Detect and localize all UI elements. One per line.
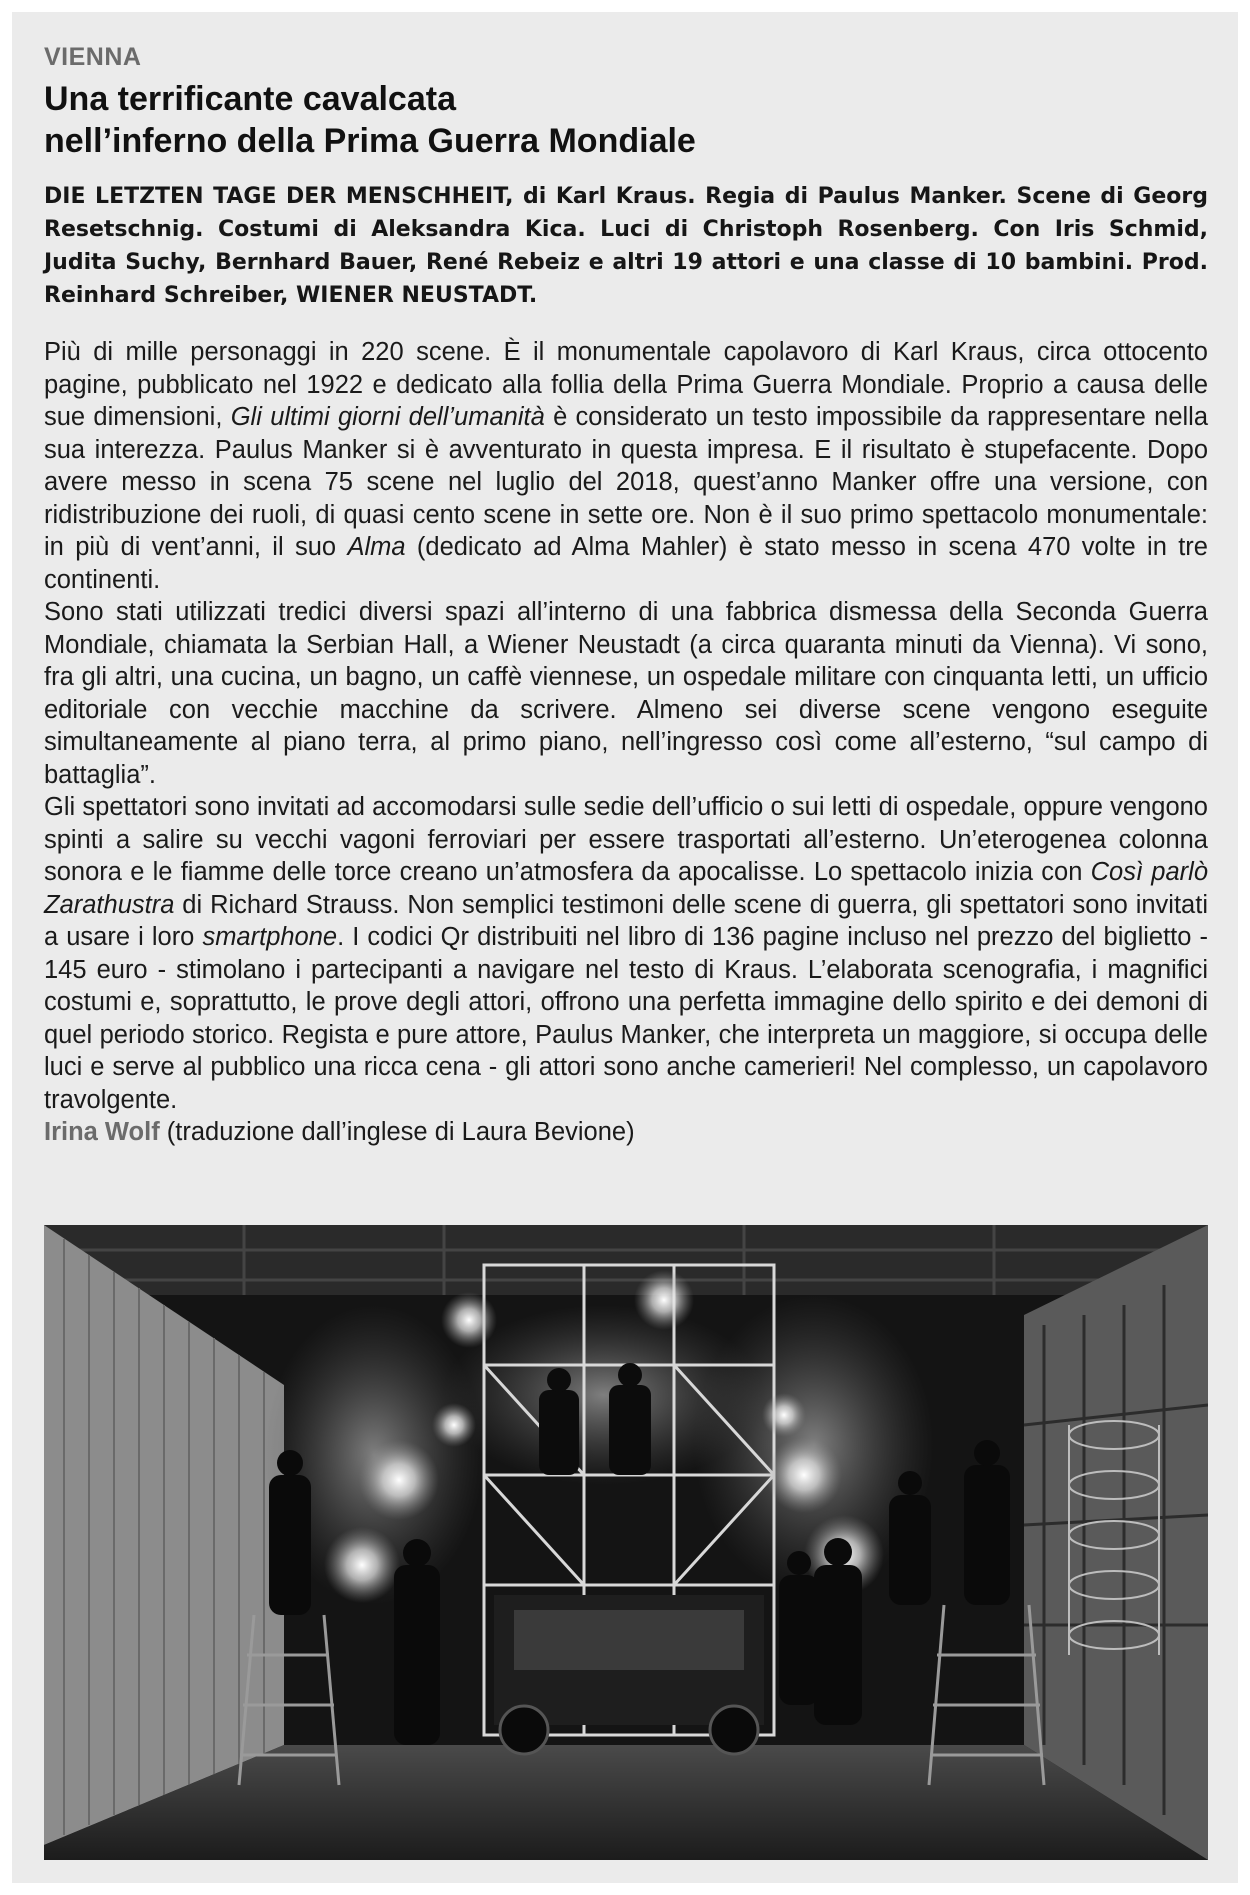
production-credits bbox=[44, 180, 1208, 312]
paragraph-2: Sono stati utilizzati tredici diversi spazi all’interno di una fabbrica dismessa della Seconda Guerra Mondiale, chiamata la Serbian Hall, a Wiener Neustadt (a circa quaranta minuti da Vienna). Vi sono, fra gli altri, una cucina, un bagno, un caffè viennese, un ospedale militare con cinquanta letti, un ufficio editoriale con vecchie macchine da scrivere. Almeno sei diverse scene vengono eseguite simultaneamente al piano terra, al primo piano, nell’ingresso così come all’esterno, “sul campo di battaglia”. bbox=[44, 598, 1208, 789]
stage-photo bbox=[44, 1225, 1208, 1860]
headline-line-2: nell’inferno della Prima Guerra Mondiale bbox=[44, 122, 696, 160]
paragraph-3-text-c: . I codici Qr distribuiti nel libro di 136 pagine incluso nel prezzo del biglietto - 145 euro - stimolano i partecipanti a navigare nel testo di Kraus. L’elaborata scenografia, i magnifici costumi e, soprattutto, le prove degli attori, offrono una perfetta immagine dello spirito e dei demoni di quel periodo storico. Regista e pure attore, Paulus Manker, che interpreta un maggiore, si occupa delle luci e serve al pubblico una ricca cena - gli attori sono anche camerieri! Nel complesso, un capolavoro travolgente. bbox=[44, 923, 1208, 1114]
italic-title-alma: Alma bbox=[347, 533, 406, 561]
paragraph-1-text-c: (dedicato ad Alma Mahler) è stato messo in scena 470 volte in tre continenti. bbox=[44, 533, 1208, 594]
italic-smartphone: smartphone bbox=[202, 923, 338, 951]
credits-text: , di Karl Kraus. Regia di Paulus Manker. Scene di Georg Resetschnig. Costumi di Aleksandra Kica. Luci di Christoph Rosenberg. Con Iris Schmid, Judita Suchy, Bernhard Bauer, René Rebeiz e altri 19 attori e una classe di 10 bambini. Prod. Reinhard Schreiber, WIENER NEUSTADT. bbox=[44, 184, 1208, 308]
italic-title-zarathustra: Così parlò Zarathustra bbox=[44, 858, 1208, 919]
headline-line-1: Una terrificante cavalcata bbox=[44, 80, 456, 118]
article-headline bbox=[44, 78, 1208, 162]
paragraph-3-text-a: Gli spettatori sono invitati ad accomodarsi sulle sedie dell’ufficio o sui letti di ospedale, oppure vengono spinti a salire su vecchi vagoni ferroviari per essere trasportati all’esterno. Un’eterogenea colonna sonora e le fiamme delle torce creano un’atmosfera da apocalisse. Lo spettacolo inizia con bbox=[44, 793, 1208, 886]
author-name: Irina Wolf bbox=[44, 1118, 160, 1146]
italic-title-ultimi-giorni: Gli ultimi giorni dell’umanità bbox=[230, 403, 545, 431]
translation-note: (traduzione dall’inglese di Laura Bevione) bbox=[159, 1118, 635, 1146]
stage-photo-illustration bbox=[44, 1225, 1208, 1860]
paragraph-1-text-b: è considerato un testo impossibile da rappresentare nella sua interezza. Paulus Manker si è avventurato in questa impresa. E il risultato è stupefacente. Dopo avere messo in scena 75 scene nel luglio del 2018, quest’anno Manker offre una versione, con ridistribuzione dei ruoli, di quasi cento scene in sette ore. Non è il suo primo spettacolo monumentale: in più di vent’anni, il suo bbox=[44, 403, 1209, 561]
paragraph-1 bbox=[44, 336, 1208, 596]
paragraph-3 bbox=[44, 791, 1208, 1116]
paragraph-1-text-a: Più di mille personaggi in 220 scene. È il monumentale capolavoro di Karl Kraus, circa ottocento pagine, pubblicato nel 1922 e dedicato alla follia della Prima Guerra Mondiale. Proprio a causa delle sue dimensioni, bbox=[44, 338, 1208, 431]
play-title: DIE LETZTEN TAGE DER MENSCHHEIT bbox=[44, 184, 506, 209]
article-body bbox=[44, 336, 1208, 1116]
paragraph-3-text-b: di Richard Strauss. Non semplici testimoni delle scene di guerra, gli spettatori sono invitati a usare i loro bbox=[44, 890, 1208, 951]
section-label: VIENNA bbox=[44, 43, 142, 71]
article-page bbox=[12, 12, 1238, 1883]
byline bbox=[44, 1116, 1208, 1149]
article-content bbox=[44, 42, 1208, 1149]
